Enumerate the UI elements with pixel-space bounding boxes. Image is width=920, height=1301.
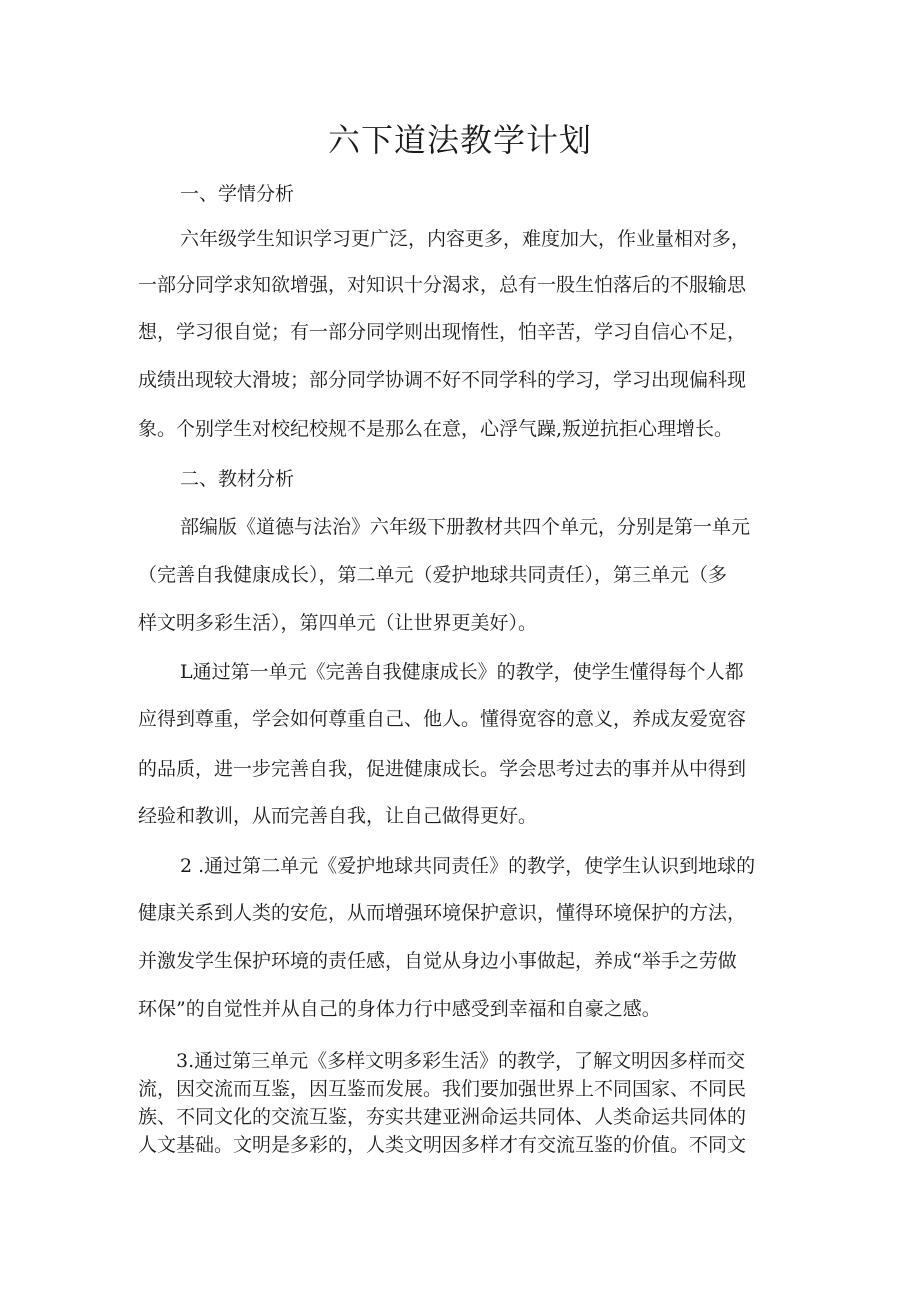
paragraph-line: 流，因交流而互鉴，因互鉴而发展。我们要加强世界上不同国家、不同民 — [138, 1078, 747, 1100]
paragraph-line: 经验和教训，从而完善自我，让自己做得更好。 — [138, 805, 538, 827]
paragraph-line: 族、不同文化的交流互鉴，夯实共建亚洲命运共同体、人类命运共同体的 — [138, 1106, 747, 1128]
paragraph-line: 样文明多彩生活），第四单元（让世界更美好）。 — [138, 612, 538, 634]
paragraph-line: （完善自我健康成长），第二单元（爱护地球共同责任），第三单元（多 — [138, 564, 728, 586]
paragraph-line: 并激发学生保护环境的责任感，自觉从身边小事做起，养成“举手之劳做 — [138, 950, 737, 972]
section-heading-1: 一、学情分析 — [180, 183, 295, 205]
paragraph-line: 部编版《道德与法治》六年级下册教材共四个单元，分别是第一单元 — [180, 516, 751, 538]
paragraph-line: 健康关系到人类的安危，从而增强环境保护意识，懂得环境保护的方法， — [138, 902, 747, 924]
page-title: 六下道法教学计划 — [327, 121, 592, 159]
paragraph-line: 环保”的自觉性并从自己的身体力行中感受到幸福和自豪之感。 — [138, 998, 661, 1020]
paragraph-line: 的品质，进一步完善自我，促进健康成长。学会思考过去的事并从中得到 — [138, 758, 747, 780]
paragraph-line: 应得到尊重，学会如何尊重自己、他人。懂得宽容的意义，养成友爱宽容 — [138, 708, 747, 730]
paragraph-line: 人文基础。文明是多彩的，人类文明因多样才有交流互鉴的价值。不同文 — [138, 1134, 747, 1156]
paragraph-line: 2 .通过第二单元《爱护地球共同责任》的教学，使学生认识到地球的 — [180, 855, 756, 877]
paragraph-line: 一部分同学求知欲增强，对知识十分渴求，总有一股生怕落后的不服输思 — [138, 274, 747, 296]
paragraph-line: L通过第一单元《完善自我健康成长》的教学，使学生懂得每个人都 — [180, 661, 744, 683]
section-heading-2: 二、教材分析 — [180, 468, 295, 490]
paragraph-line: 3.通过第三单元《多样文明多彩生活》的教学，了解文明因多样而交 — [176, 1050, 746, 1072]
paragraph-line: 象。个别学生对校纪校规不是那么在意，心浮气躁,叛逆抗拒心理增长。 — [138, 418, 734, 440]
paragraph-line: 六年级学生知识学习更广泛，内容更多，难度加大，作业量相对多， — [180, 228, 751, 250]
paragraph-line: 想，学习很自觉；有一部分同学则出现惰性，怕辛苦，学习自信心不足， — [138, 321, 747, 343]
paragraph-line: 成绩出现较大滑坡；部分同学协调不好不同学科的学习，学习出现偏科现 — [138, 369, 747, 391]
